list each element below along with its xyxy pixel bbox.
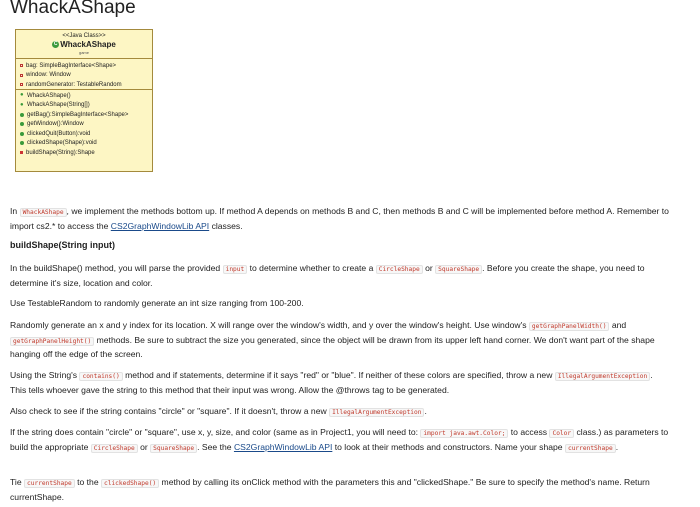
- public-method-icon: [20, 113, 24, 117]
- uml-method-text: getWindow():Window: [27, 121, 84, 128]
- paragraph-tie: Tie currentShape to the clickedShape() method by calling its onClick method with the parameters this and "clickedShape." Be sure to specify the method's name. Return currentShape.: [10, 477, 650, 502]
- uml-class-diagram: [15, 29, 153, 172]
- uml-method: [16, 120, 152, 130]
- inline-code: WhackAShape: [20, 208, 67, 217]
- public-method-icon: [20, 122, 24, 126]
- inline-code: SquareShape: [150, 444, 197, 453]
- inline-code: input: [223, 265, 248, 274]
- inline-code: IllegalArgumentException: [555, 372, 650, 381]
- private-method-icon: [20, 151, 23, 154]
- uml-package: game: [78, 50, 89, 55]
- uml-field-text: randomGenerator: TestableRandom: [26, 81, 122, 88]
- inline-code: getGraphPanelHeight(): [10, 337, 94, 346]
- uml-method: [16, 139, 152, 149]
- public-method-icon: [20, 132, 24, 136]
- section-heading: buildShape(String input): [10, 240, 115, 250]
- constructor-icon: ●: [20, 101, 24, 108]
- inline-code: contains(): [79, 372, 122, 381]
- private-field-icon: [20, 74, 23, 77]
- uml-method: [16, 110, 152, 120]
- paragraph-parse: In the buildShape() method, you will parse the provided input to determine whether to create a CircleShape or SquareShape . Before you create the shape, you need to determine it's size, location and color.: [10, 263, 645, 288]
- intro-paragraph: In WhackAShape , we implement the methods bottom up. If method A depends on methods B and C, then methods B and C will be implemented before method A. Remember to import cs2.* to access the CS2GraphWindowLib API classes.: [10, 206, 669, 231]
- uml-method: [16, 91, 152, 101]
- uml-header: [16, 30, 152, 59]
- uml-stereotype: <<Java Class>>: [62, 33, 106, 39]
- inline-code: CircleShape: [376, 265, 423, 274]
- uml-method-text: WhackAShape(String[]): [27, 102, 90, 109]
- uml-class-name-row: [16, 40, 152, 50]
- uml-method-text: getBag():SimpleBagInterface<Shape>: [27, 111, 129, 118]
- constructor-icon: ●: [20, 92, 24, 99]
- inline-code: currentShape: [24, 479, 75, 488]
- inline-code: Color: [549, 429, 574, 438]
- uml-method-text: buildShape(String):Shape: [26, 149, 95, 156]
- paragraph-shape-check: Also check to see if the string contains "circle" or "square". If it doesn't, throw a new IllegalArgumentException .: [10, 406, 427, 416]
- uml-field: [16, 71, 152, 81]
- uml-method: [16, 101, 152, 111]
- class-icon: C: [53, 41, 58, 48]
- inline-code: currentShape: [565, 444, 616, 453]
- private-field-icon: [20, 83, 23, 86]
- inline-code: clickedShape(): [101, 479, 159, 488]
- uml-method-text: WhackAShape(): [27, 92, 71, 99]
- uml-method: [16, 148, 152, 158]
- paragraph-color: Using the String's contains() method and if statements, determine if it says "red" or "blue". If neither of these colors are specified, throw a new IllegalArgumentException . This tells whoever gave the string to this method that their input was wrong. Allow the @throws tag to be generated.: [10, 370, 653, 395]
- uml-field-text: bag: SimpleBagInterface<Shape>: [26, 62, 117, 69]
- uml-field: [16, 80, 152, 90]
- inline-code: getGraphPanelWidth(): [529, 322, 610, 331]
- private-field-icon: [20, 64, 23, 67]
- paragraph-build: If the string does contain "circle" or "square", use x, y, size, and color (same as in Project1, you will need to: import java.awt.Color; to access Color class.) as parameters to build the appropriate CircleShape or SquareShape . See the CS2GraphWindowLib API to look at their methods and constructors. Name your shape currentShape .: [10, 427, 669, 452]
- inline-code: SquareShape: [435, 265, 482, 274]
- inline-code: import java.awt.Color;: [420, 429, 508, 438]
- uml-methods: [16, 90, 152, 158]
- uml-fields: [16, 59, 152, 90]
- inline-code: IllegalArgumentException: [329, 408, 424, 417]
- uml-method: [16, 129, 152, 139]
- page-title: WhackAShape: [10, 0, 136, 18]
- api-link[interactable]: CS2GraphWindowLib API: [233, 441, 333, 452]
- uml-method-text: clickedShape(Shape):void: [27, 140, 97, 147]
- paragraph-location: Randomly generate an x and y index for its location. X will range over the window's width, and y over the window's height. Use window's getGraphPanelWidth() and getGraphPanelHeight() methods. Be sure to subtract the size you generated, since the object will be drawn from its upper left hand corner. We don't want part of the shape hanging off the edge of the screen.: [10, 320, 655, 359]
- uml-field-text: window: Window: [26, 72, 71, 79]
- inline-code: CircleShape: [91, 444, 138, 453]
- uml-method-text: clickedQuit(Button):void: [27, 130, 91, 137]
- public-method-icon: [20, 141, 24, 145]
- api-link[interactable]: CS2GraphWindowLib API: [110, 220, 210, 231]
- uml-class-name: WhackAShape: [60, 40, 116, 49]
- paragraph-size: Use TestableRandom to randomly generate an int size ranging from 100-200.: [10, 298, 304, 308]
- uml-field: [16, 61, 152, 71]
